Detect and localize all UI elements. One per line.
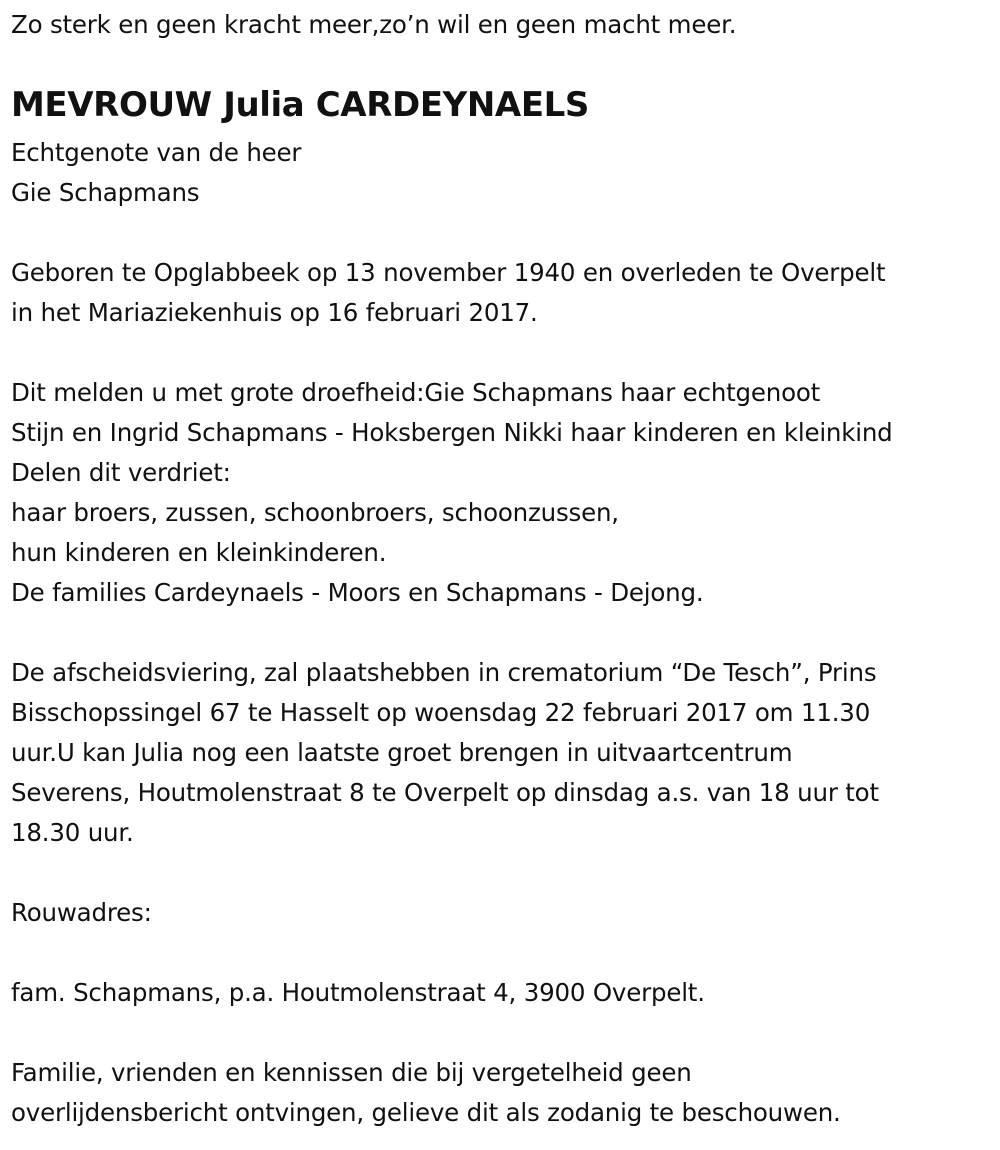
funeral-section <box>11 653 879 853</box>
funeral-line: Severens, Houtmolenstraat 8 te Overpelt op dinsdag a.s. van 18 uur tot <box>11 778 879 807</box>
birth-death-section <box>11 253 885 333</box>
deceased-name: MEVROUW Julia CARDEYNAELS <box>11 85 590 125</box>
funeral-line: Bisschopssingel 67 te Hasselt op woensdag 22 februari 2017 om 11.30 <box>11 698 871 727</box>
family-line: Dit melden u met grote droefheid:Gie Schapmans haar echtgenoot <box>11 378 821 407</box>
family-section <box>11 373 893 613</box>
funeral-line: 18.30 uur. <box>11 818 134 847</box>
spouse-line: Gie Schapmans <box>11 178 200 207</box>
birth-death-line: in het Mariaziekenhuis op 16 februari 2017. <box>11 298 538 327</box>
family-line: Delen dit verdriet: <box>11 458 231 487</box>
mourning-address: fam. Schapmans, p.a. Houtmolenstraat 4, 3900 Overpelt. <box>11 978 705 1007</box>
opening-quote: Zo sterk en geen kracht meer,zo’n wil en geen macht meer. <box>11 10 737 39</box>
family-line: Stijn en Ingrid Schapmans - Hoksbergen Nikki haar kinderen en kleinkind <box>11 418 893 447</box>
spouse-section <box>11 133 301 213</box>
address-section <box>11 973 705 1013</box>
closing-line: overlijdensbericht ontvingen, gelieve dit als zodanig te beschouwen. <box>11 1098 841 1127</box>
funeral-line: uur.U kan Julia nog een laatste groet brengen in uitvaartcentrum <box>11 738 793 767</box>
birth-death-line: Geboren te Opglabbeek op 13 november 1940 en overleden te Overpelt <box>11 258 886 287</box>
family-line: haar broers, zussen, schoonbroers, schoonzussen, <box>11 498 619 527</box>
closing-section <box>11 1053 841 1133</box>
family-line: hun kinderen en kleinkinderen. <box>11 538 387 567</box>
family-line: De families Cardeynaels - Moors en Schapmans - Dejong. <box>11 578 704 607</box>
closing-line: Familie, vrienden en kennissen die bij vergetelheid geen <box>11 1058 692 1087</box>
rouwadres-label: Rouwadres: <box>11 898 152 927</box>
spouse-line: Echtgenote van de heer <box>11 138 302 167</box>
rouwadres-section <box>11 893 152 933</box>
funeral-line: De afscheidsviering, zal plaatshebben in crematorium “De Tesch”, Prins <box>11 658 877 687</box>
